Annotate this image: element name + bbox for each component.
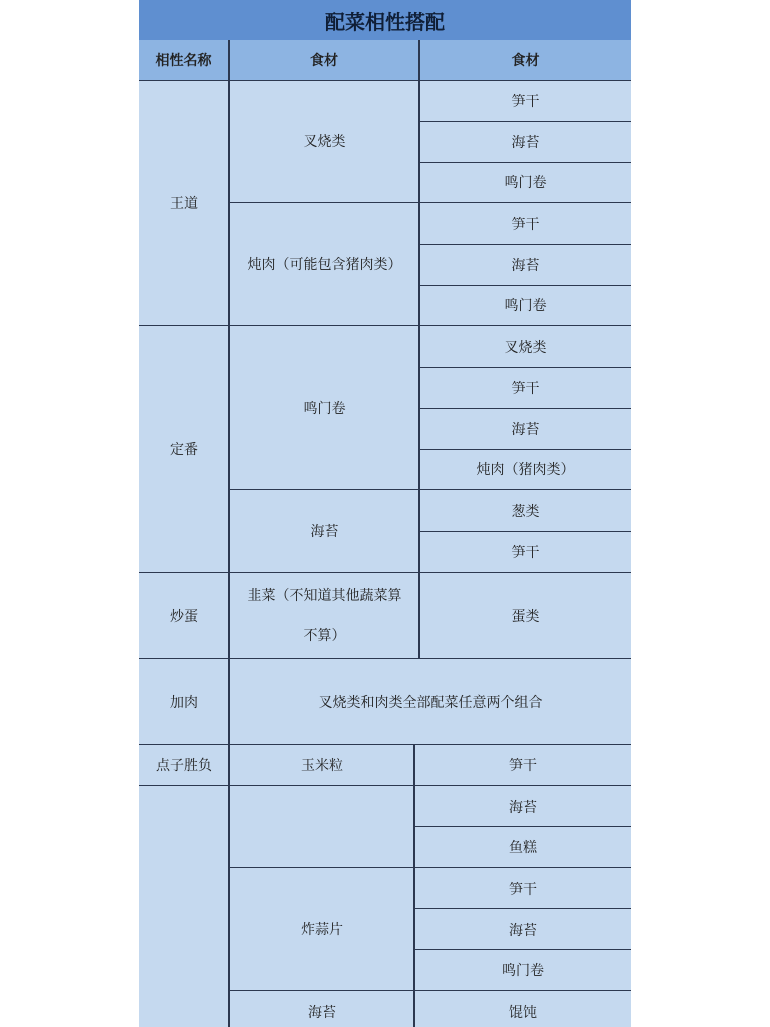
grid-line — [230, 202, 631, 203]
grid-line — [420, 367, 631, 368]
table-cell: 海苔 — [511, 257, 540, 274]
group-name-jiarou: 加肉 — [170, 694, 198, 711]
cell-line: 不算） — [303, 627, 346, 644]
grid-line — [139, 744, 631, 745]
table-cell: 炖肉（猪肉类） — [476, 462, 575, 478]
table-cell: 笋干 — [511, 380, 540, 397]
grid-line — [139, 325, 631, 326]
table-cell: 鸣门卷 — [504, 298, 547, 314]
header-ingredient-1: 食材 — [230, 40, 418, 80]
table-cell: 葱类 — [511, 503, 540, 520]
cell-line: 韭菜（不知道其他蔬菜算 — [247, 587, 402, 604]
grid-line — [139, 785, 631, 786]
grid-line — [230, 489, 631, 490]
grid-line — [420, 162, 631, 163]
grid-line — [420, 285, 631, 286]
group-dingfan-ingredient-b: 海苔 — [310, 524, 339, 540]
grid-line — [230, 990, 631, 991]
group-wangdao-ingredient-b: 炖肉（可能包含猪肉类） — [247, 257, 402, 273]
table-cell: 海苔 — [511, 134, 540, 151]
table-cell: 叉烧类 — [504, 339, 547, 356]
grid-line — [228, 40, 230, 1027]
group-wangdao-ingredient-a: 叉烧类 — [303, 134, 346, 150]
grid-line — [415, 826, 631, 827]
table-title: 配菜相性搭配 — [139, 0, 631, 40]
group-name-chaodan: 炒蛋 — [170, 608, 198, 625]
grid-line — [420, 449, 631, 450]
group-name-dingfan: 定番 — [170, 442, 198, 458]
grid-line — [420, 531, 631, 532]
grid-line — [230, 867, 631, 868]
grid-line — [420, 121, 631, 122]
table-cell: 笋干 — [509, 881, 537, 898]
group-jiarou-text: 叉烧类和肉类全部配菜任意两个组合 — [318, 694, 543, 711]
table-cell: 海苔 — [511, 421, 540, 438]
grid-line — [418, 40, 420, 659]
table-cell: 笋干 — [509, 758, 537, 774]
group-name-dianzi: 点子胜负 — [156, 758, 212, 774]
table-cell: 笋干 — [511, 93, 540, 110]
group-last-ingredient-b: 炸蒜片 — [301, 922, 343, 938]
grid-line — [420, 244, 631, 245]
grid-line — [139, 80, 631, 81]
header-ingredient-2: 食材 — [420, 40, 631, 80]
group-dingfan-ingredient-a: 鸣门卷 — [303, 400, 346, 417]
group-chaodan-ingredient — [230, 573, 419, 658]
table-cell: 海苔 — [509, 799, 537, 816]
table-cell: 笋干 — [511, 544, 540, 561]
table-cell: 蛋类 — [511, 608, 540, 625]
table-cell: 馄饨 — [509, 1004, 537, 1021]
table-cell: 鸣门卷 — [502, 963, 544, 979]
table-cell: 鸣门卷 — [504, 175, 547, 191]
grid-line — [139, 658, 631, 659]
grid-line — [415, 908, 631, 909]
group-name-wangdao: 王道 — [170, 195, 198, 212]
group-last-ingredient-c: 海苔 — [308, 1004, 336, 1021]
grid-line — [413, 745, 415, 1027]
group-dianzi-ingredient: 玉米粒 — [301, 758, 343, 774]
table-cell: 鱼糕 — [509, 840, 537, 856]
table-cell: 海苔 — [509, 922, 537, 939]
grid-line — [415, 949, 631, 950]
header-name: 相性名称 — [139, 40, 228, 80]
table-cell: 笋干 — [511, 216, 540, 233]
grid-line — [420, 408, 631, 409]
grid-line — [139, 572, 631, 573]
pairing-table — [139, 0, 631, 1027]
